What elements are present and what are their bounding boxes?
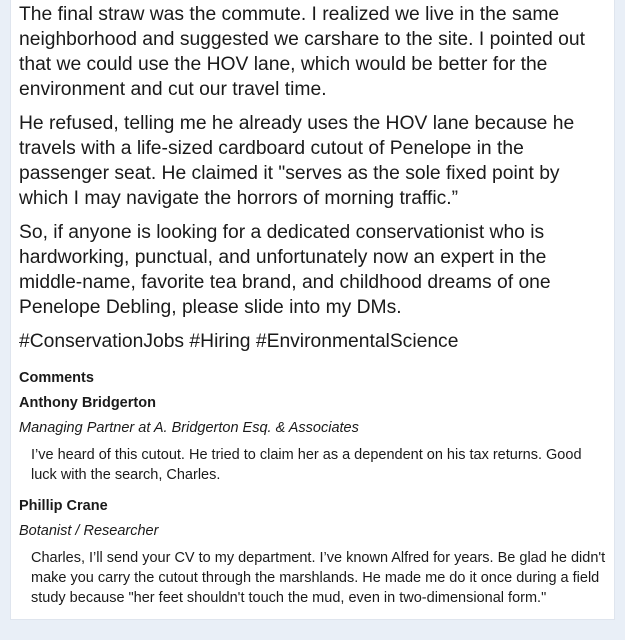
post-card (10, 0, 615, 620)
comment-item (19, 393, 606, 485)
commenter-name[interactable]: Phillip Crane (19, 498, 108, 514)
comments-section (19, 368, 606, 608)
commenter-title: Managing Partner at A. Bridgerton Esq. & Associates (19, 420, 359, 436)
post-hashtags[interactable]: #ConservationJobs #Hiring #EnvironmentalScience (19, 331, 459, 352)
comments-heading: Comments (19, 370, 94, 386)
comment-text: Charles, I’ll send your CV to my department. I’ve known Alfred for years. Be glad he didn't make you carry the cutout through the marshlands. He made me do it once during a field study because "her feet shouldn't touch the mud, even in two-dimensional form." (31, 550, 606, 606)
comment-text: I’ve heard of this cutout. He tried to claim her as a dependent on his tax returns. Good luck with the search, Charles. (31, 447, 582, 483)
post-paragraph-2: He refused, telling me he already uses the HOV lane because he travels with a life-sized cardboard cutout of Penelope in the passenger seat. He claimed it "serves as the sole fixed point by which I may navigate the horrors of morning traffic.” (19, 113, 575, 209)
post-paragraph-3: So, if anyone is looking for a dedicated conservationist who is hardworking, punctual, and unfortunately now an expert in the middle-name, favorite tea brand, and childhood dreams of one Penelope Debling, please slide into my DMs. (19, 222, 551, 318)
comment-item (19, 496, 606, 608)
post-paragraph-1: The final straw was the commute. I realized we live in the same neighborhood and suggested we carshare to the site. I pointed out that we could use the HOV lane, which would be better for the environment and cut our travel time. (19, 4, 585, 100)
commenter-title: Botanist / Researcher (19, 523, 159, 539)
commenter-name[interactable]: Anthony Bridgerton (19, 395, 156, 411)
